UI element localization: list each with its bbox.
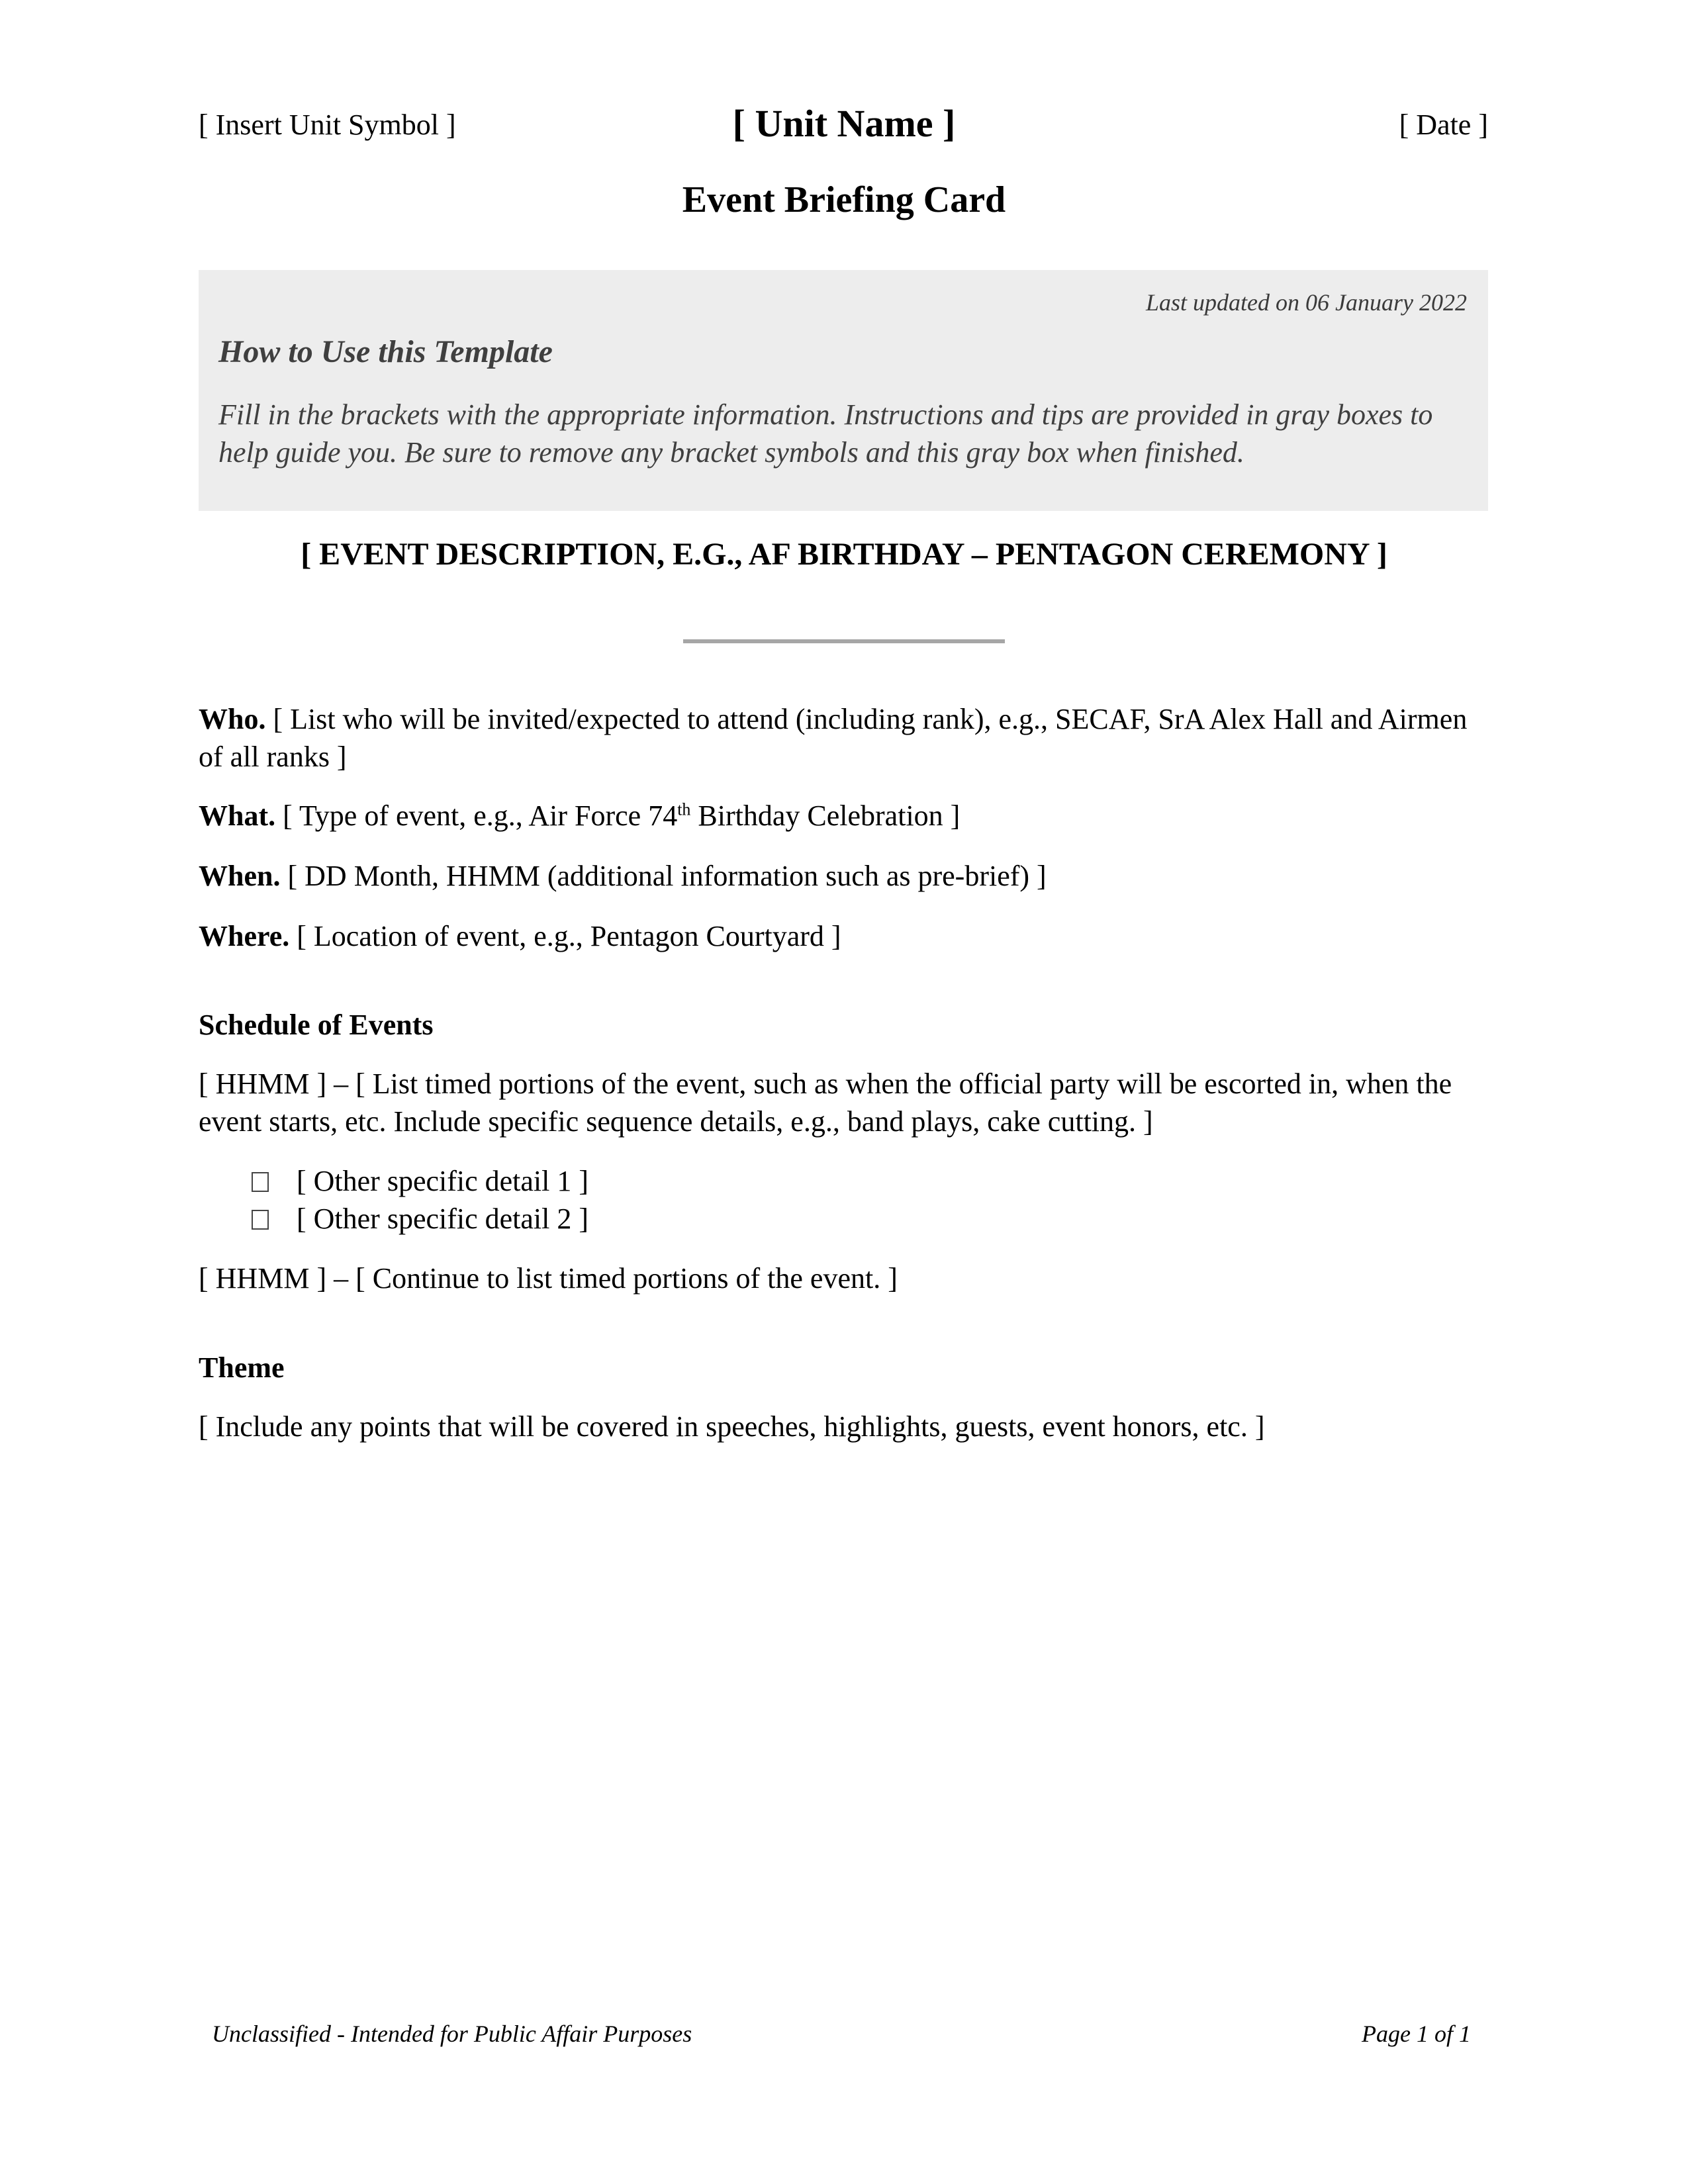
classification-footer: Unclassified - Intended for Public Affair Purposes [212, 2021, 692, 2047]
theme-heading: Theme [199, 1351, 285, 1384]
schedule-item-2: [ HHMM ] – [ Continue to list timed portions of the event. ] [199, 1262, 898, 1295]
date-placeholder: [ Date ] [1399, 109, 1488, 141]
schedule-item-1: [ HHMM ] – [ List timed portions of the event, such as when the official party will be escorted in, when the event starts, etc. Include specific sequence details, e.g., band plays, cake cutting. ] [199, 1068, 1452, 1138]
schedule-heading: Schedule of Events [199, 1009, 434, 1041]
unit-name-placeholder: [ Unit Name ] [732, 102, 956, 145]
last-updated-note: Last updated on 06 January 2022 [1146, 289, 1467, 316]
section-divider [683, 639, 1005, 643]
instructions-text: Fill in the brackets with the appropriate information. Instructions and tips are provided in gray boxes to help guide you. Be sure to remove any bracket symbols and this gray box when finished. [218, 398, 1433, 469]
who-field [199, 700, 1489, 776]
instructions-heading: How to Use this Template [218, 334, 553, 369]
checkbox-icon [252, 1210, 269, 1230]
detail-text: [ Other specific detail 1 ] [297, 1165, 589, 1197]
document-title: Event Briefing Card [682, 179, 1006, 220]
who-label: Who. [199, 703, 266, 735]
when-field [199, 857, 1489, 895]
unit-symbol-placeholder: [ Insert Unit Symbol ] [199, 109, 456, 141]
where-text: [ Location of event, e.g., Pentagon Courtyard ] [289, 920, 841, 952]
where-label: Where. [199, 920, 290, 952]
theme-text: [ Include any points that will be covered in speeches, highlights, guests, event honors, etc. ] [199, 1410, 1265, 1443]
checkbox-icon [252, 1172, 269, 1192]
event-description: [ EVENT DESCRIPTION, E.G., AF BIRTHDAY – PENTAGON CEREMONY ] [301, 537, 1387, 572]
page-number: Page 1 of 1 [1362, 2021, 1471, 2047]
detail-item [252, 1162, 588, 1200]
when-text: [ DD Month, HHMM (additional information such as pre-brief) ] [280, 860, 1047, 892]
when-label: When. [199, 860, 281, 892]
what-superscript: th [677, 799, 691, 819]
who-text: [ List who will be invited/expected to attend (including rank), e.g., SECAF, SrA Alex Hall and Airmen of all ranks ] [199, 703, 1468, 773]
where-field [199, 917, 1489, 955]
detail-item [252, 1200, 588, 1238]
what-field [199, 797, 1489, 835]
what-label: What. [199, 799, 276, 832]
detail-text: [ Other specific detail 2 ] [297, 1203, 589, 1235]
instructions-box [199, 270, 1488, 511]
what-text: [ Type of event, e.g., Air Force 74 [275, 799, 678, 832]
what-text-end: Birthday Celebration ] [690, 799, 961, 832]
